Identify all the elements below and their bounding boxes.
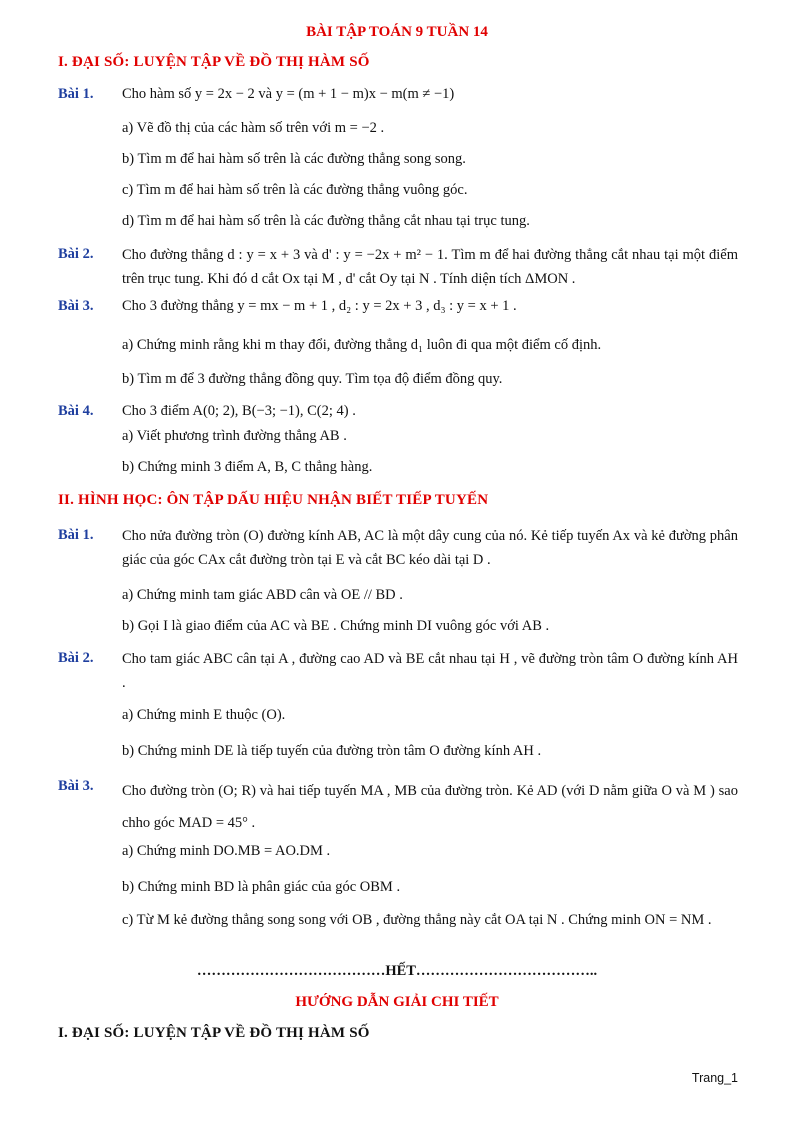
section-geometry-heading: II. HÌNH HỌC: ÔN TẬP DẤU HIỆU NHẬN BIẾT TIẾP TUYẾN [58,492,489,508]
algebra-b1-a: a) Vẽ đồ thị của các hàm số trên với m = −2 . [122,120,385,136]
geometry-b3-a: a) Chứng minh DO.MB = AO.DM . [122,843,331,859]
section-algebra-heading: I. ĐẠI SỐ: LUYỆN TẬP VỀ ĐỒ THỊ HÀM SỐ [58,54,370,70]
algebra-b1-d: d) Tìm m để hai hàm số trên là các đường thẳng cắt nhau tại trục tung. [122,213,530,229]
solution-title: HƯỚNG DẪN GIẢI CHI TIẾT [295,994,499,1010]
geometry-b1-text: Cho nửa đường tròn (O) đường kính AB, AC là một dây cung của nó. Kẻ tiếp tuyến Ax và kẻ đường phân giác của góc CAx cắt đường tròn tại E và cắt BC kéo dài tại D . [122,528,738,568]
algebra-b4-stem: Cho 3 điểm A(0; 2), B(−3; −1), C(2; 4) . [122,403,356,419]
solution-section-heading: I. ĐẠI SỐ: LUYỆN TẬP VỀ ĐỒ THỊ HÀM SỐ [58,1025,370,1041]
algebra-b3-stem: Cho 3 đường thẳng y = mx − m + 1 , d₂ : y = 2x + 3 , d₃ : y = x + 1 . [122,298,517,314]
algebra-b1-c: c) Tìm m để hai hàm số trên là các đường thẳng vuông góc. [122,182,468,198]
algebra-b4-label: Bài 4. [58,403,94,419]
geometry-b2-text: Cho tam giác ABC cân tại A , đường cao AD và BE cắt nhau tại H , vẽ đường tròn tâm O đường kính AH . [122,651,738,691]
algebra-b2-label: Bài 2. [58,246,94,262]
algebra-b3-label: Bài 3. [58,298,94,314]
geometry-b1-a: a) Chứng minh tam giác ABD cân và OE // BD . [122,587,403,603]
geometry-b3-b: b) Chứng minh BD là phân giác của góc OBM . [122,879,401,895]
page-number: Trang_1 [691,1071,738,1085]
algebra-b1-stem: Cho hàm số y = 2x − 2 và y = (m + 1 − m)x − m(m ≠ −1) [122,86,455,102]
geometry-b1-b: b) Gọi I là giao điểm của AC và BE . Chứng minh DI vuông góc với AB . [122,618,550,634]
geometry-b1-label: Bài 1. [58,527,94,543]
geometry-b2-a: a) Chứng minh E thuộc (O). [122,707,286,723]
document-title: BÀI TẬP TOÁN 9 TUẦN 14 [306,24,488,40]
geometry-b2-label: Bài 2. [58,650,94,666]
geometry-b3-c: c) Từ M kẻ đường thẳng song song với OB , đường thẳng này cắt OA tại N . Chứng minh ON = NM . [122,912,712,928]
end-line: …………………………………HẾT……………………………….. [196,963,598,979]
algebra-b1-b: b) Tìm m để hai hàm số trên là các đường thẳng song song. [122,151,466,167]
algebra-b4-b: b) Chứng minh 3 điểm A, B, C thẳng hàng. [122,459,373,475]
algebra-b3-a: a) Chứng minh rằng khi m thay đổi, đường thẳng d₁ luôn đi qua một điểm cố định. [122,337,602,353]
geometry-b3-label: Bài 3. [58,778,94,794]
algebra-b2-text: Cho đường thẳng d : y = x + 3 và d' : y = −2x + m² − 1. Tìm m để hai đường thẳng cắt nhau tại một điểm trên trục tung. Khi đó d cắt Ox tại M , d' cắt Oy tại N . Tính diện tích ΔMON . [122,247,738,287]
algebra-b4-a: a) Viết phương trình đường thẳng AB . [122,428,347,444]
geometry-b2-b: b) Chứng minh DE là tiếp tuyến của đường tròn tâm O đường kính AH . [122,743,542,759]
algebra-b1-label: Bài 1. [58,86,94,102]
geometry-b3-text: Cho đường tròn (O; R) và hai tiếp tuyến MA , MB của đường tròn. Kẻ AD (với D nằm giữa O và M ) sao chho góc MAD = 45° . [122,783,738,831]
algebra-b3-b: b) Tìm m để 3 đường thẳng đồng quy. Tìm tọa độ điểm đồng quy. [122,371,503,387]
